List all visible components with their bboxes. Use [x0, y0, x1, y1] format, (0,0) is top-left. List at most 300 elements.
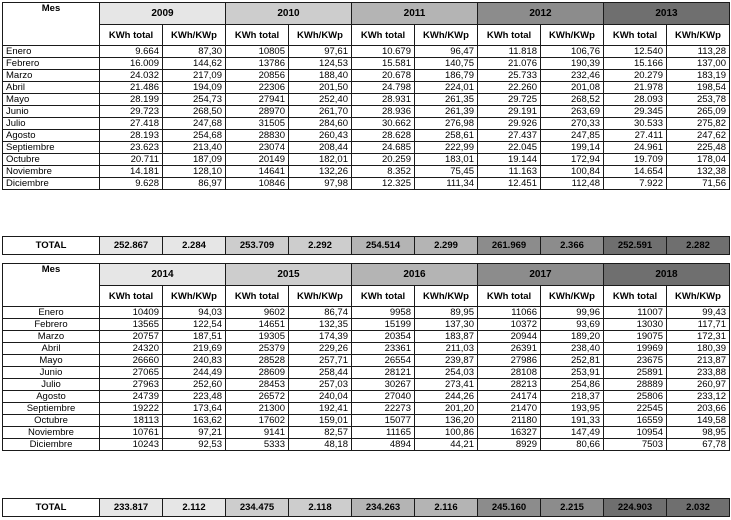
total-label: TOTAL [3, 237, 100, 255]
table-row [3, 94, 730, 106]
kwh-per-kwp-cell: 217,09 [163, 70, 226, 82]
kwh-total-cell: 20.711 [100, 154, 163, 166]
kwh-total-cell: 11066 [478, 307, 541, 319]
kwh-per-kwp-cell: 244,26 [415, 391, 478, 403]
total-kwp: 2.292 [289, 237, 352, 255]
year-header: 2018 [604, 264, 730, 286]
kwh-per-kwp-cell: 180,39 [667, 343, 730, 355]
kwh-per-kwp-cell: 254,86 [541, 379, 604, 391]
kwh-per-kwp-cell: 82,57 [289, 427, 352, 439]
kwh-total-cell: 26554 [352, 355, 415, 367]
month-cell: Noviembre [3, 427, 100, 439]
total-kwh: 233.817 [100, 499, 163, 517]
kwh-total-cell: 10846 [226, 178, 289, 190]
production-table-2014-2018 [2, 263, 730, 451]
kwh-per-kwp-cell: 112,48 [541, 178, 604, 190]
kwh-total-cell: 14.181 [100, 166, 163, 178]
kwh-per-kwp-cell: 71,56 [667, 178, 730, 190]
total-kwh: 245.160 [478, 499, 541, 517]
kwh-total-header: KWh total [478, 25, 541, 46]
kwh-per-kwp-cell: 254,03 [415, 367, 478, 379]
kwh-total-cell: 15199 [352, 319, 415, 331]
kwh-per-kwp-cell: 99,96 [541, 307, 604, 319]
kwh-total-cell: 27986 [478, 355, 541, 367]
month-cell: Abril [3, 82, 100, 94]
year-header: 2009 [100, 3, 226, 25]
month-cell: Mayo [3, 94, 100, 106]
kwh-per-kwp-cell: 199,14 [541, 142, 604, 154]
kwh-total-cell: 12.451 [478, 178, 541, 190]
kwh-total-cell: 13565 [100, 319, 163, 331]
kwh-total-cell: 8.352 [352, 166, 415, 178]
kwh-per-kwp-cell: 94,03 [163, 307, 226, 319]
kwh-total-cell: 10.679 [352, 46, 415, 58]
kwh-total-cell: 4894 [352, 439, 415, 451]
month-cell: Febrero [3, 319, 100, 331]
kwh-per-kwp-cell: 191,33 [541, 415, 604, 427]
kwh-total-cell: 30.662 [352, 118, 415, 130]
kwh-per-kwp-cell: 80,66 [541, 439, 604, 451]
kwh-per-kwp-cell: 247,68 [163, 118, 226, 130]
kwh-total-cell: 17602 [226, 415, 289, 427]
kwh-total-cell: 29.725 [478, 94, 541, 106]
kwh-total-cell: 10761 [100, 427, 163, 439]
totals-row-2009-2013 [2, 236, 730, 255]
kwh-total-cell: 29.926 [478, 118, 541, 130]
kwh-per-kwp-cell: 87,30 [163, 46, 226, 58]
kwh-per-kwp-cell: 67,78 [667, 439, 730, 451]
kwh-total-cell: 10372 [478, 319, 541, 331]
kwh-total-cell: 19075 [604, 331, 667, 343]
kwh-total-cell: 12.325 [352, 178, 415, 190]
kwh-total-header: KWh total [100, 286, 163, 307]
kwh-per-kwp-cell: 260,43 [289, 130, 352, 142]
kwh-total-cell: 23361 [352, 343, 415, 355]
kwh-total-header: KWh total [604, 286, 667, 307]
month-cell: Junio [3, 367, 100, 379]
kwh-per-kwp-header: KWh/KWp [541, 286, 604, 307]
kwh-total-cell: 22545 [604, 403, 667, 415]
kwh-total-cell: 29.723 [100, 106, 163, 118]
kwh-per-kwp-cell: 253,91 [541, 367, 604, 379]
month-cell: Agosto [3, 391, 100, 403]
kwh-per-kwp-cell: 96,47 [415, 46, 478, 58]
kwh-per-kwp-cell: 147,49 [541, 427, 604, 439]
kwh-per-kwp-cell: 233,88 [667, 367, 730, 379]
kwh-total-cell: 28.936 [352, 106, 415, 118]
kwh-per-kwp-cell: 276,98 [415, 118, 478, 130]
kwh-total-cell: 19.144 [478, 154, 541, 166]
kwh-per-kwp-cell: 89,95 [415, 307, 478, 319]
kwh-total-cell: 21.486 [100, 82, 163, 94]
kwh-per-kwp-cell: 261,39 [415, 106, 478, 118]
kwh-per-kwp-cell: 254,68 [163, 130, 226, 142]
table-row [3, 46, 730, 58]
kwh-total-cell: 25.733 [478, 70, 541, 82]
month-cell: Mayo [3, 355, 100, 367]
month-cell: Agosto [3, 130, 100, 142]
kwh-total-cell: 21300 [226, 403, 289, 415]
kwh-total-cell: 16559 [604, 415, 667, 427]
total-kwp: 2.112 [163, 499, 226, 517]
kwh-total-cell: 30267 [352, 379, 415, 391]
kwh-per-kwp-cell: 211,03 [415, 343, 478, 355]
month-cell: Noviembre [3, 166, 100, 178]
month-cell: Enero [3, 46, 100, 58]
kwh-per-kwp-cell: 208,44 [289, 142, 352, 154]
kwh-per-kwp-cell: 225,48 [667, 142, 730, 154]
kwh-total-cell: 27.418 [100, 118, 163, 130]
kwh-total-cell: 26660 [100, 355, 163, 367]
kwh-per-kwp-cell: 163,62 [163, 415, 226, 427]
table-row [3, 331, 730, 343]
kwh-per-kwp-cell: 193,95 [541, 403, 604, 415]
kwh-total-cell: 20944 [478, 331, 541, 343]
kwh-per-kwp-cell: 97,98 [289, 178, 352, 190]
kwh-per-kwp-cell: 219,69 [163, 343, 226, 355]
kwh-total-cell: 5333 [226, 439, 289, 451]
kwh-per-kwp-cell: 198,54 [667, 82, 730, 94]
kwh-total-cell: 21.978 [604, 82, 667, 94]
kwh-per-kwp-cell: 201,50 [289, 82, 352, 94]
kwh-total-cell: 21470 [478, 403, 541, 415]
kwh-per-kwp-cell: 258,44 [289, 367, 352, 379]
kwh-total-cell: 21180 [478, 415, 541, 427]
kwh-total-cell: 24.685 [352, 142, 415, 154]
kwh-per-kwp-cell: 128,10 [163, 166, 226, 178]
year-header: 2014 [100, 264, 226, 286]
total-kwp: 2.366 [541, 237, 604, 255]
kwh-per-kwp-cell: 258,61 [415, 130, 478, 142]
kwh-per-kwp-cell: 257,71 [289, 355, 352, 367]
kwh-per-kwp-cell: 265,09 [667, 106, 730, 118]
month-cell: Junio [3, 106, 100, 118]
year-header: 2017 [478, 264, 604, 286]
total-kwp: 2.032 [667, 499, 730, 517]
kwh-total-cell: 9958 [352, 307, 415, 319]
month-cell: Julio [3, 379, 100, 391]
table-row [3, 355, 730, 367]
kwh-total-cell: 20.279 [604, 70, 667, 82]
kwh-total-cell: 27065 [100, 367, 163, 379]
kwh-total-cell: 18113 [100, 415, 163, 427]
kwh-total-cell: 28121 [352, 367, 415, 379]
kwh-total-cell: 10243 [100, 439, 163, 451]
kwh-per-kwp-cell: 252,60 [163, 379, 226, 391]
kwh-per-kwp-cell: 261,70 [289, 106, 352, 118]
kwh-per-kwp-cell: 247,85 [541, 130, 604, 142]
month-cell: Marzo [3, 70, 100, 82]
kwh-per-kwp-header: KWh/KWp [667, 25, 730, 46]
kwh-total-cell: 28609 [226, 367, 289, 379]
total-kwp: 2.282 [667, 237, 730, 255]
kwh-per-kwp-cell: 183,87 [415, 331, 478, 343]
kwh-total-cell: 14641 [226, 166, 289, 178]
kwh-total-cell: 19969 [604, 343, 667, 355]
total-kwh: 234.475 [226, 499, 289, 517]
kwh-total-cell: 10954 [604, 427, 667, 439]
table-row [3, 367, 730, 379]
kwh-per-kwp-cell: 183,19 [667, 70, 730, 82]
kwh-total-cell: 15.581 [352, 58, 415, 70]
table-row [3, 379, 730, 391]
kwh-total-cell: 27.437 [478, 130, 541, 142]
kwh-total-cell: 24739 [100, 391, 163, 403]
kwh-total-cell: 25806 [604, 391, 667, 403]
kwh-total-cell: 22.260 [478, 82, 541, 94]
kwh-per-kwp-cell: 252,81 [541, 355, 604, 367]
kwh-per-kwp-cell: 260,97 [667, 379, 730, 391]
kwh-per-kwp-cell: 75,45 [415, 166, 478, 178]
month-cell: Julio [3, 118, 100, 130]
kwh-total-cell: 25891 [604, 367, 667, 379]
kwh-total-cell: 24.032 [100, 70, 163, 82]
kwh-total-cell: 20.259 [352, 154, 415, 166]
kwh-per-kwp-cell: 99,43 [667, 307, 730, 319]
kwh-per-kwp-cell: 144,62 [163, 58, 226, 70]
kwh-per-kwp-cell: 137,00 [667, 58, 730, 70]
kwh-total-cell: 24.961 [604, 142, 667, 154]
kwh-per-kwp-cell: 86,97 [163, 178, 226, 190]
kwh-total-cell: 28453 [226, 379, 289, 391]
kwh-per-kwp-header: KWh/KWp [667, 286, 730, 307]
kwh-per-kwp-cell: 178,04 [667, 154, 730, 166]
total-kwh: 224.903 [604, 499, 667, 517]
kwh-total-cell: 11007 [604, 307, 667, 319]
kwh-per-kwp-header: KWh/KWp [289, 286, 352, 307]
kwh-total-cell: 9602 [226, 307, 289, 319]
kwh-total-cell: 28528 [226, 355, 289, 367]
kwh-per-kwp-cell: 224,01 [415, 82, 478, 94]
kwh-per-kwp-header: KWh/KWp [163, 25, 226, 46]
kwh-total-cell: 27963 [100, 379, 163, 391]
kwh-per-kwp-header: KWh/KWp [415, 25, 478, 46]
kwh-total-cell: 23.623 [100, 142, 163, 154]
kwh-total-cell: 7.922 [604, 178, 667, 190]
total-kwp: 2.299 [415, 237, 478, 255]
kwh-per-kwp-cell: 252,40 [289, 94, 352, 106]
kwh-total-cell: 28830 [226, 130, 289, 142]
month-cell: Abril [3, 343, 100, 355]
table-row [3, 415, 730, 427]
month-cell: Diciembre [3, 439, 100, 451]
kwh-total-cell: 15077 [352, 415, 415, 427]
table-row [3, 70, 730, 82]
totals-row-2014-2018 [2, 498, 730, 517]
kwh-per-kwp-cell: 232,46 [541, 70, 604, 82]
month-cell: Febrero [3, 58, 100, 70]
kwh-per-kwp-cell: 136,20 [415, 415, 478, 427]
kwh-per-kwp-header: KWh/KWp [415, 286, 478, 307]
month-cell: Enero [3, 307, 100, 319]
kwh-per-kwp-cell: 218,37 [541, 391, 604, 403]
kwh-per-kwp-cell: 187,51 [163, 331, 226, 343]
kwh-total-cell: 20856 [226, 70, 289, 82]
kwh-total-header: KWh total [226, 286, 289, 307]
kwh-total-cell: 9.628 [100, 178, 163, 190]
kwh-per-kwp-cell: 97,21 [163, 427, 226, 439]
kwh-per-kwp-cell: 132,38 [667, 166, 730, 178]
total-kwp: 2.215 [541, 499, 604, 517]
kwh-per-kwp-cell: 48,18 [289, 439, 352, 451]
table-row [3, 130, 730, 142]
total-kwh: 253.709 [226, 237, 289, 255]
kwh-per-kwp-cell: 284,60 [289, 118, 352, 130]
kwh-per-kwp-cell: 244,49 [163, 367, 226, 379]
kwh-per-kwp-cell: 97,61 [289, 46, 352, 58]
kwh-per-kwp-cell: 238,40 [541, 343, 604, 355]
kwh-per-kwp-cell: 229,26 [289, 343, 352, 355]
kwh-total-cell: 13786 [226, 58, 289, 70]
kwh-per-kwp-cell: 44,21 [415, 439, 478, 451]
kwh-per-kwp-cell: 174,39 [289, 331, 352, 343]
kwh-per-kwp-cell: 240,83 [163, 355, 226, 367]
kwh-total-cell: 28108 [478, 367, 541, 379]
table-row [3, 403, 730, 415]
month-cell: Marzo [3, 331, 100, 343]
month-cell: Octubre [3, 154, 100, 166]
kwh-total-cell: 14.654 [604, 166, 667, 178]
kwh-per-kwp-cell: 149,58 [667, 415, 730, 427]
kwh-per-kwp-cell: 268,50 [163, 106, 226, 118]
kwh-total-cell: 31505 [226, 118, 289, 130]
table-row [3, 427, 730, 439]
year-header: 2012 [478, 3, 604, 25]
table-row [3, 58, 730, 70]
month-cell: Septiembre [3, 142, 100, 154]
kwh-per-kwp-cell: 233,12 [667, 391, 730, 403]
kwh-per-kwp-cell: 111,34 [415, 178, 478, 190]
kwh-per-kwp-cell: 188,40 [289, 70, 352, 82]
kwh-per-kwp-cell: 187,09 [163, 154, 226, 166]
table-row [3, 118, 730, 130]
kwh-total-cell: 28.931 [352, 94, 415, 106]
table-row [3, 142, 730, 154]
year-header: 2015 [226, 264, 352, 286]
kwh-total-cell: 10805 [226, 46, 289, 58]
table-row [3, 178, 730, 190]
table-row [3, 106, 730, 118]
total-label: TOTAL [3, 499, 100, 517]
kwh-per-kwp-cell: 201,08 [541, 82, 604, 94]
kwh-per-kwp-cell: 268,52 [541, 94, 604, 106]
table-row [3, 154, 730, 166]
kwh-per-kwp-cell: 239,87 [415, 355, 478, 367]
kwh-per-kwp-cell: 275,82 [667, 118, 730, 130]
table-row [3, 307, 730, 319]
kwh-total-cell: 23675 [604, 355, 667, 367]
month-cell: Septiembre [3, 403, 100, 415]
kwh-per-kwp-cell: 172,31 [667, 331, 730, 343]
kwh-per-kwp-cell: 106,76 [541, 46, 604, 58]
kwh-total-cell: 28.093 [604, 94, 667, 106]
kwh-per-kwp-cell: 254,73 [163, 94, 226, 106]
kwh-per-kwp-cell: 253,78 [667, 94, 730, 106]
kwh-total-cell: 24174 [478, 391, 541, 403]
kwh-per-kwp-cell: 222,99 [415, 142, 478, 154]
month-cell: Octubre [3, 415, 100, 427]
kwh-total-cell: 10409 [100, 307, 163, 319]
kwh-total-cell: 8929 [478, 439, 541, 451]
kwh-total-header: KWh total [352, 25, 415, 46]
table-row [3, 319, 730, 331]
kwh-total-cell: 27040 [352, 391, 415, 403]
kwh-total-cell: 16.009 [100, 58, 163, 70]
total-kwh: 252.867 [100, 237, 163, 255]
kwh-per-kwp-cell: 223,48 [163, 391, 226, 403]
kwh-total-header: KWh total [352, 286, 415, 307]
total-kwh: 234.263 [352, 499, 415, 517]
kwh-per-kwp-cell: 98,95 [667, 427, 730, 439]
kwh-total-cell: 24320 [100, 343, 163, 355]
kwh-total-cell: 25379 [226, 343, 289, 355]
kwh-total-cell: 20149 [226, 154, 289, 166]
table-row [3, 391, 730, 403]
kwh-total-cell: 11165 [352, 427, 415, 439]
kwh-total-cell: 7503 [604, 439, 667, 451]
kwh-per-kwp-cell: 137,30 [415, 319, 478, 331]
kwh-per-kwp-header: KWh/KWp [163, 286, 226, 307]
table-row [3, 343, 730, 355]
kwh-total-cell: 11.818 [478, 46, 541, 58]
total-kwh: 252.591 [604, 237, 667, 255]
kwh-per-kwp-cell: 100,84 [541, 166, 604, 178]
kwh-per-kwp-cell: 189,20 [541, 331, 604, 343]
kwh-per-kwp-header: KWh/KWp [541, 25, 604, 46]
kwh-per-kwp-cell: 172,94 [541, 154, 604, 166]
kwh-per-kwp-cell: 247,62 [667, 130, 730, 142]
kwh-total-header: KWh total [100, 25, 163, 46]
year-header: 2011 [352, 3, 478, 25]
kwh-per-kwp-cell: 261,35 [415, 94, 478, 106]
month-column-header: Mes [3, 3, 100, 46]
kwh-total-cell: 22.045 [478, 142, 541, 154]
year-header: 2010 [226, 3, 352, 25]
kwh-per-kwp-cell: 86,74 [289, 307, 352, 319]
kwh-total-header: KWh total [478, 286, 541, 307]
total-kwp: 2.284 [163, 237, 226, 255]
kwh-per-kwp-cell: 124,53 [289, 58, 352, 70]
kwh-per-kwp-cell: 159,01 [289, 415, 352, 427]
kwh-total-cell: 14651 [226, 319, 289, 331]
kwh-per-kwp-cell: 132,35 [289, 319, 352, 331]
kwh-total-cell: 28213 [478, 379, 541, 391]
kwh-per-kwp-cell: 194,09 [163, 82, 226, 94]
kwh-per-kwp-cell: 92,53 [163, 439, 226, 451]
year-header: 2013 [604, 3, 730, 25]
kwh-total-cell: 29.191 [478, 106, 541, 118]
kwh-per-kwp-cell: 201,20 [415, 403, 478, 415]
kwh-per-kwp-cell: 122,54 [163, 319, 226, 331]
kwh-per-kwp-cell: 113,28 [667, 46, 730, 58]
kwh-per-kwp-header: KWh/KWp [289, 25, 352, 46]
kwh-per-kwp-cell: 273,41 [415, 379, 478, 391]
year-header: 2016 [352, 264, 478, 286]
kwh-total-cell: 27941 [226, 94, 289, 106]
kwh-total-cell: 9.664 [100, 46, 163, 58]
kwh-per-kwp-cell: 93,69 [541, 319, 604, 331]
month-column-header: Mes [3, 264, 100, 307]
kwh-total-cell: 11.163 [478, 166, 541, 178]
kwh-total-cell: 21.076 [478, 58, 541, 70]
kwh-per-kwp-cell: 190,39 [541, 58, 604, 70]
kwh-per-kwp-cell: 117,71 [667, 319, 730, 331]
kwh-total-cell: 19305 [226, 331, 289, 343]
kwh-total-cell: 26391 [478, 343, 541, 355]
kwh-total-header: KWh total [604, 25, 667, 46]
kwh-total-header: KWh total [226, 25, 289, 46]
kwh-total-cell: 28.193 [100, 130, 163, 142]
